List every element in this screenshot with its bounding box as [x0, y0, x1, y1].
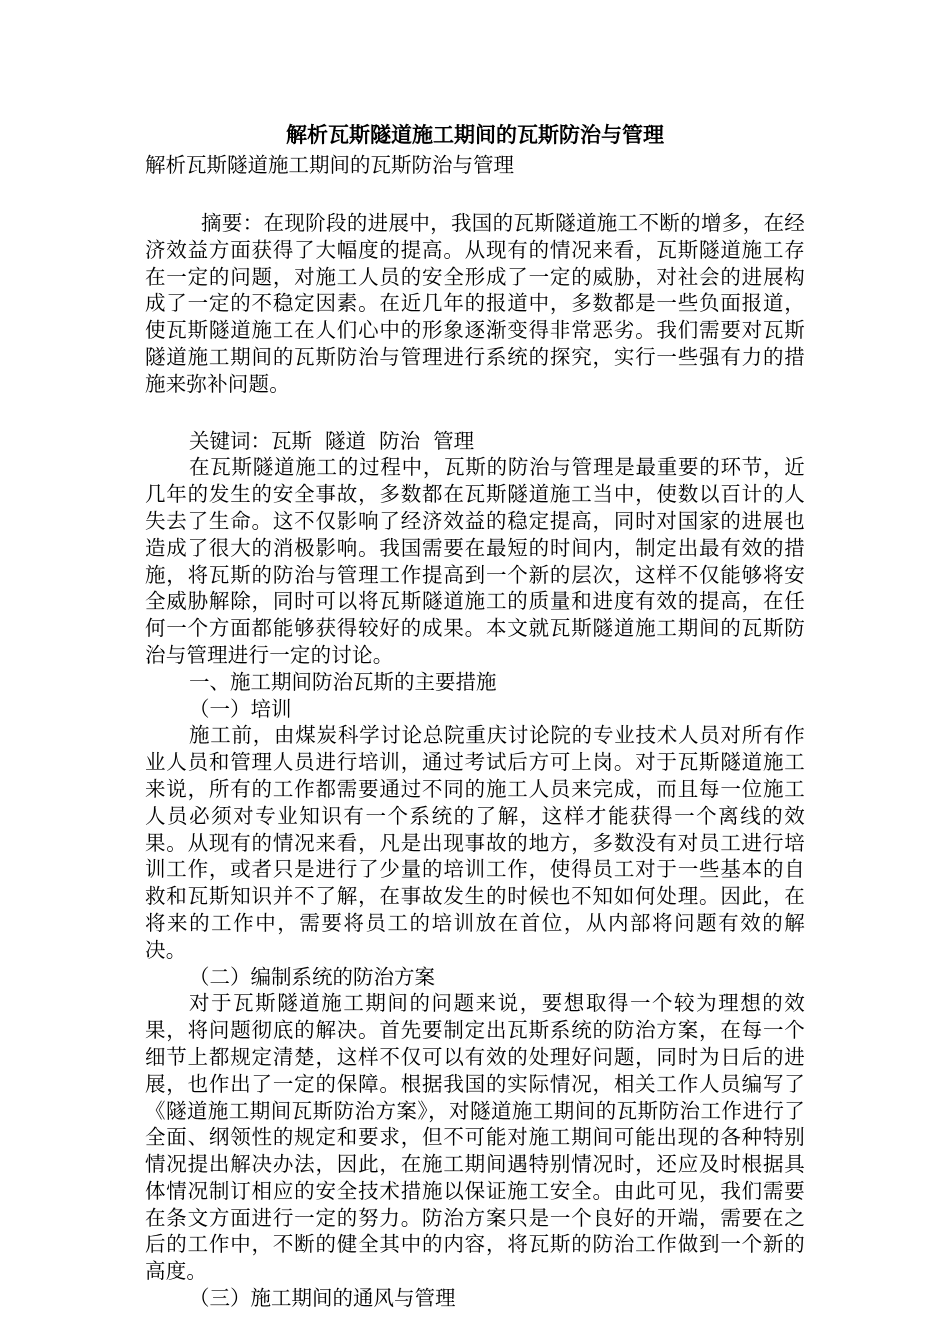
section-heading-1: 一、施工期间防治瓦斯的主要措施: [189, 669, 497, 694]
subsection-heading-plan: （二）编制系统的防治方案: [189, 964, 435, 989]
blank-line: [145, 398, 805, 428]
document-title: 解析瓦斯隧道施工期间的瓦斯防治与管理: [286, 122, 664, 147]
blank-line: [145, 180, 805, 210]
document-subtitle: 解析瓦斯隧道施工期间的瓦斯防治与管理: [145, 153, 514, 177]
keywords-line: 关键词：瓦斯 隧道 防治 管理: [189, 428, 475, 453]
abstract-paragraph: 摘要：在现阶段的进展中，我国的瓦斯隧道施工不断的增多，在经济效益方面获得了大幅度的提高。从现有的情况来看，瓦斯隧道施工存在一定的问题，对施工人员的安全形成了一定的威胁，对社会的进展构成了一定的不稳定因素。在近几年的报道中，多数都是一些负面报道，使瓦斯隧道施工在人们心中的形象逐渐变得非常恶劣。我们需要对瓦斯隧道施工期间的瓦斯防治与管理进行系统的探究，实行一些强有力的措施来弥补问题。: [145, 211, 805, 396]
subsection-heading-ventilation: （三）施工期间的通风与管理: [189, 1286, 456, 1311]
subsection-heading-training: （一）培训: [189, 696, 292, 721]
plan-paragraph: 对于瓦斯隧道施工期间的问题来说，要想取得一个较为理想的效果，将问题彻底的解决。首先要制定出瓦斯系统的防治方案，在每一个细节上都规定清楚，这样不仅可以有效的处理好问题，同时为日后的进展，也作出了一定的保障。根据我国的实际情况，相关工作人员编写了《隧道施工期间瓦斯防治方案》，对隧道施工期间的瓦斯防治工作进行了全面、纲领性的规定和要求，但不可能对施工期间可能出现的各种特别情况提出解决办法，因此，在施工期间遇特别情况时，还应及时根据具体情况制订相应的安全技术措施以保证施工安全。由此可见，我们需要在条文方面进行一定的努力。防治方案只是一个良好的开端，需要在之后的工作中，不断的健全其中的内容，将瓦斯的防治工作做到一个新的高度。: [145, 991, 805, 1284]
document-page: [145, 120, 805, 1312]
intro-paragraph: 在瓦斯隧道施工的过程中，瓦斯的防治与管理是最重要的环节，近几年的发生的安全事故，多数都在瓦斯隧道施工当中，使数以百计的人失去了生命。这不仅影响了经济效益的稳定提高，同时对国家的进展也造成了很大的消极影响。我国需要在最短的时间内，制定出最有效的措施，将瓦斯的防治与管理工作提高到一个新的层次，这样不仅能够将安全威胁解除，同时可以将瓦斯隧道施工的质量和进度有效的提高，在任何一个方面都能够获得较好的成果。本文就瓦斯隧道施工期间的瓦斯防治与管理进行一定的讨论。: [145, 455, 805, 667]
training-paragraph: 施工前，由煤炭科学讨论总院重庆讨论院的专业技术人员对所有作业人员和管理人员进行培训，通过考试后方可上岗。对于瓦斯隧道施工来说，所有的工作都需要通过不同的施工人员来完成，而且每一位施工人员必须对专业知识有一个系统的了解，这样才能获得一个离线的效果。从现有的情况来看，凡是出现事故的地方，多数没有对员工进行培训工作，或者只是进行了少量的培训工作，使得员工对于一些基本的自救和瓦斯知识并不了解，在事故发生的时候也不知如何处理。因此，在将来的工作中，需要将员工的培训放在首位，从内部将问题有效的解决。: [145, 723, 805, 962]
